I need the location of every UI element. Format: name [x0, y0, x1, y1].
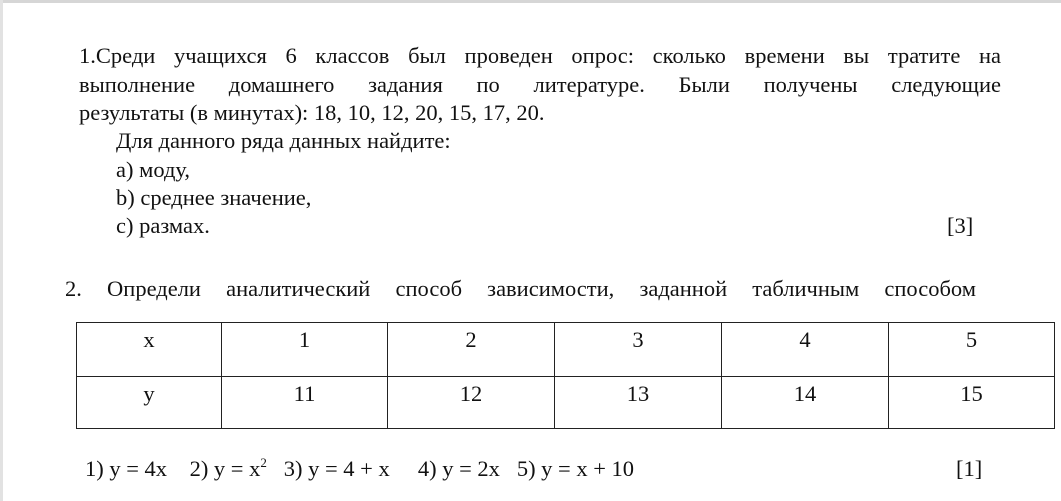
table-cell: 4 [722, 323, 889, 377]
table-cell: 2 [388, 323, 555, 377]
option-1: 1) y = 4x [85, 456, 168, 481]
q1-item-a: a) моду, [116, 157, 191, 182]
q1-text-line-1: 1.Среди учащихся 6 классов был проведен опрос: сколько времени вы тратите на [79, 43, 1001, 68]
table-row-y [77, 377, 1055, 429]
q2-marks: [1] [956, 456, 983, 481]
option-2 [190, 456, 267, 481]
q1-item-b: b) среднее значение, [116, 185, 312, 210]
q1-text-line-3: результаты (в минутах): 18, 10, 12, 20, 15, 17, 20. [79, 100, 545, 125]
table-cell: y [77, 377, 222, 429]
option-3: 3) y = 4 + x [283, 456, 390, 481]
table-row-x [77, 323, 1055, 377]
q2-answer-options [85, 456, 634, 482]
page-top-edge [0, 0, 1061, 3]
table-cell: 15 [889, 377, 1055, 429]
table-cell: x [77, 323, 222, 377]
q1-marks: [3] [947, 213, 974, 238]
table-cell: 3 [555, 323, 722, 377]
page-left-edge [0, 0, 3, 501]
table-cell: 12 [388, 377, 555, 429]
option-4: 4) y = 2x [417, 456, 500, 481]
table-cell: 11 [222, 377, 388, 429]
option-5: 5) y = x + 10 [516, 456, 635, 481]
q1-text-line-2: выполнение домашнего задания по литературе. Были получены следующие [79, 72, 1001, 97]
option-2-base: 2) y = x [189, 456, 261, 481]
q1-instruction: Для данного ряда данных найдите: [116, 128, 451, 153]
q1-item-c: c) размах. [116, 213, 210, 238]
table-cell: 14 [722, 377, 889, 429]
option-2-exponent: 2 [260, 455, 267, 470]
table-cell: 5 [889, 323, 1055, 377]
table-cell: 1 [222, 323, 388, 377]
table-cell: 13 [555, 377, 722, 429]
q2-table [76, 322, 1055, 429]
q2-title: 2. Определи аналитический способ зависимости, заданной табличным способом [65, 276, 976, 301]
